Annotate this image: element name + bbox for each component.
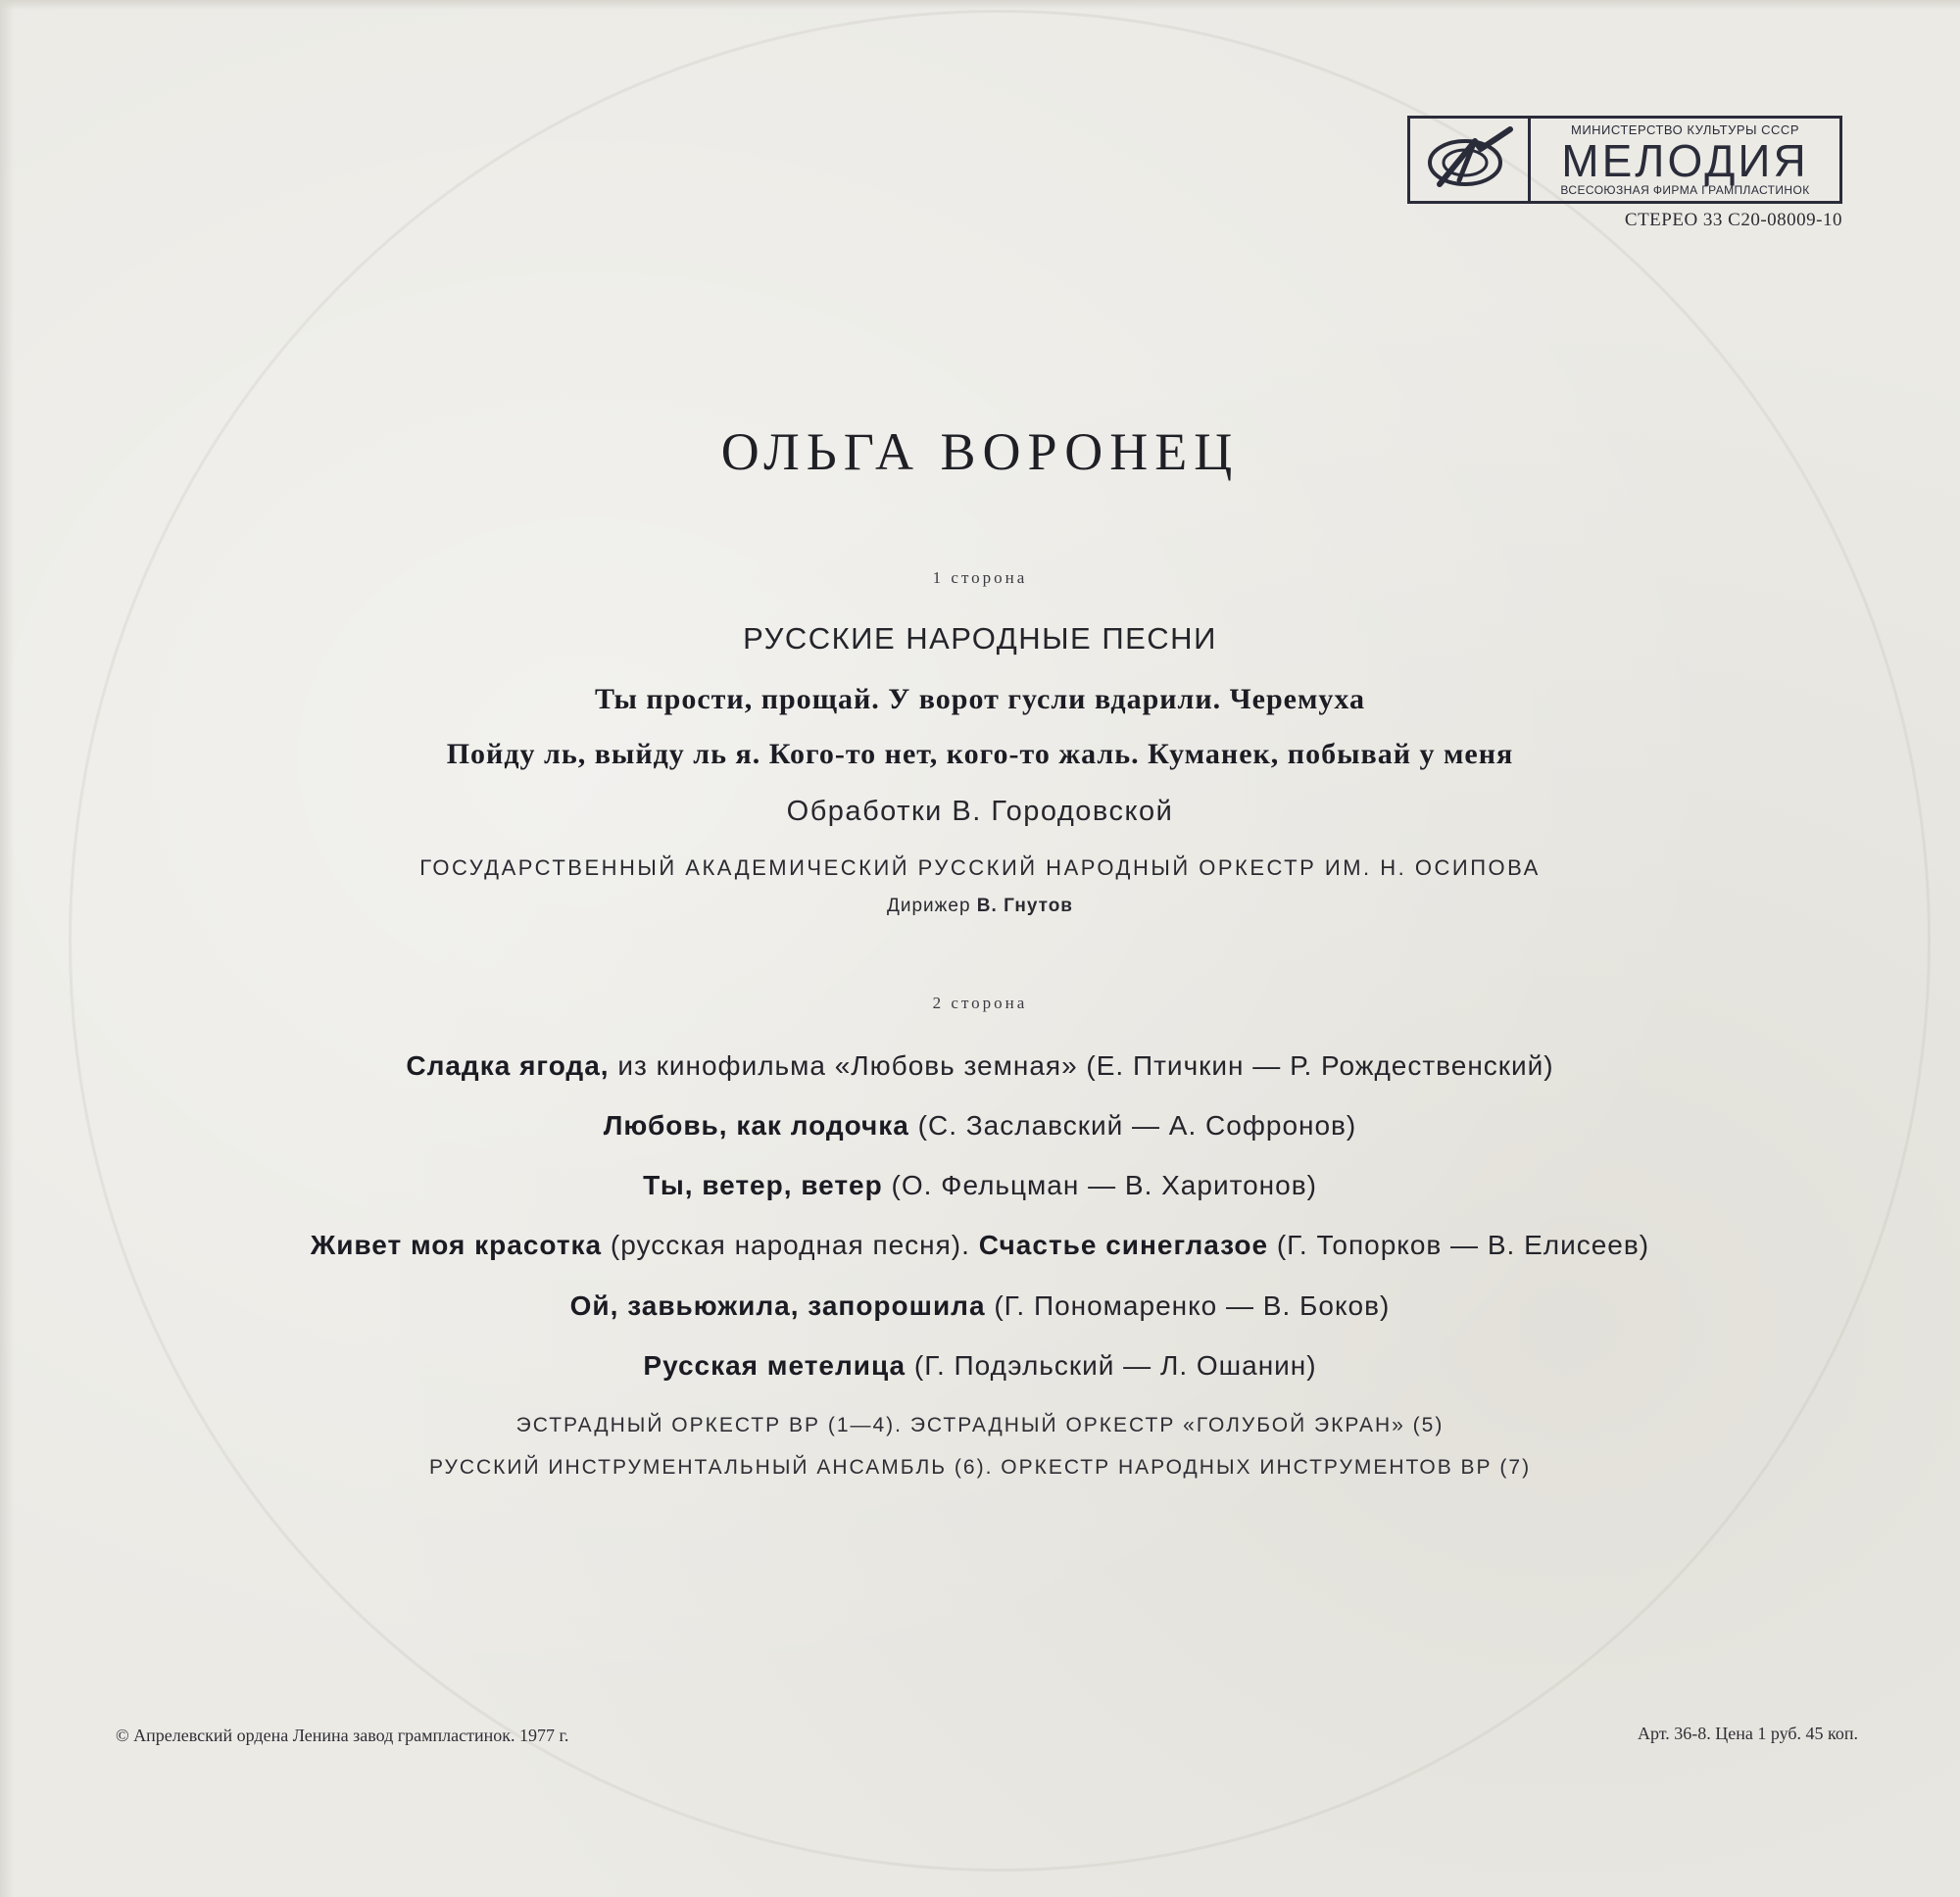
logo-brand: МЕЛОДИЯ xyxy=(1561,134,1809,186)
track-info: (Г. Топорков — В. Елисеев) xyxy=(1268,1230,1650,1260)
track-title: Живет моя красотка xyxy=(310,1230,603,1260)
track-line xyxy=(0,1350,1960,1382)
ring-wear xyxy=(69,10,1931,1872)
side1-label: 1 сторона xyxy=(932,568,1028,587)
track-title: Ты, ветер, ветер xyxy=(643,1170,883,1200)
melodiya-logo-icon xyxy=(1410,119,1531,201)
track-info: (О. Фельцман — В. Харитонов) xyxy=(882,1170,1317,1200)
track-info: (Г. Подэльский — Л. Ошанин) xyxy=(906,1350,1317,1381)
logo-ministry: МИНИСТЕРСТВО КУЛЬТУРЫ СССР xyxy=(1571,122,1799,137)
track-title: Счастье синеглазое xyxy=(978,1230,1269,1260)
track-title: Любовь, как лодочка xyxy=(603,1110,909,1141)
melodiya-logo xyxy=(1407,116,1842,204)
side1-song-line: Ты прости, прощай. У ворот гусли вдарили. Черемуха xyxy=(594,683,1366,715)
artist-name: ОЛЬГА ВОРОНЕЦ xyxy=(720,422,1240,481)
side1-section-title: РУССКИЕ НАРОДНЫЕ ПЕСНИ xyxy=(743,621,1217,656)
sleeve-edge-left xyxy=(0,0,14,1897)
track-line xyxy=(0,1110,1960,1142)
track-title: Ой, завьюжила, запорошила xyxy=(569,1290,986,1321)
conductor-name: В. Гнутов xyxy=(976,896,1073,916)
side1-orchestra: ГОСУДАРСТВЕННЫЙ АКАДЕМИЧЕСКИЙ РУССКИЙ НАРОДНЫЙ ОРКЕСТР ИМ. Н. ОСИПОВА xyxy=(419,855,1541,880)
track-info: (Г. Пономаренко — В. Боков) xyxy=(985,1290,1391,1321)
side2-label: 2 сторона xyxy=(932,994,1028,1012)
track-line xyxy=(0,1050,1960,1082)
track-line xyxy=(0,1290,1960,1322)
side2-credit: ЭСТРАДНЫЙ ОРКЕСТР ВР (1—4). ЭСТРАДНЫЙ ОРКЕСТР «ГОЛУБОЙ ЭКРАН» (5) xyxy=(515,1414,1445,1436)
logo-text xyxy=(1531,119,1839,201)
track-line xyxy=(0,1230,1960,1261)
sleeve-edge-top xyxy=(0,0,1960,10)
footer-price: Арт. 36-8. Цена 1 руб. 45 коп. xyxy=(1637,1724,1858,1743)
side1-arranger: Обработки В. Городовской xyxy=(786,796,1174,827)
side2-credit: РУССКИЙ ИНСТРУМЕНТАЛЬНЫЙ АНСАМБЛЬ (6). ОРКЕСТР НАРОДНЫХ ИНСТРУМЕНТОВ ВР (7) xyxy=(428,1456,1532,1479)
side1-conductor xyxy=(0,896,1960,917)
footer-manufacturer: © Апрелевский ордена Ленина завод грампластинок. 1977 г. xyxy=(116,1726,569,1745)
melodiya-emblem-icon xyxy=(1420,123,1518,196)
track-title: Сладка ягода, xyxy=(406,1050,610,1081)
track-info: (С. Заславский — А. Софронов) xyxy=(908,1110,1357,1141)
catalog-number: СТЕРЕО 33 С20-08009-10 xyxy=(1624,210,1842,230)
track-info: (русская народная песня). xyxy=(602,1230,979,1260)
track-title: Русская метелица xyxy=(643,1350,906,1381)
side1-song-line: Пойду ль, выйду ль я. Кого-то нет, кого-то жаль. Куманек, побывай у меня xyxy=(446,738,1514,770)
conductor-label: Дирижер xyxy=(887,896,971,916)
logo-firm: ВСЕСОЮЗНАЯ ФИРМА ГРАМПЛАСТИНОК xyxy=(1560,182,1810,197)
track-info: из кинофильма «Любовь земная» (Е. Птичкин — Р. Рождественский) xyxy=(609,1050,1554,1081)
track-line xyxy=(0,1170,1960,1201)
